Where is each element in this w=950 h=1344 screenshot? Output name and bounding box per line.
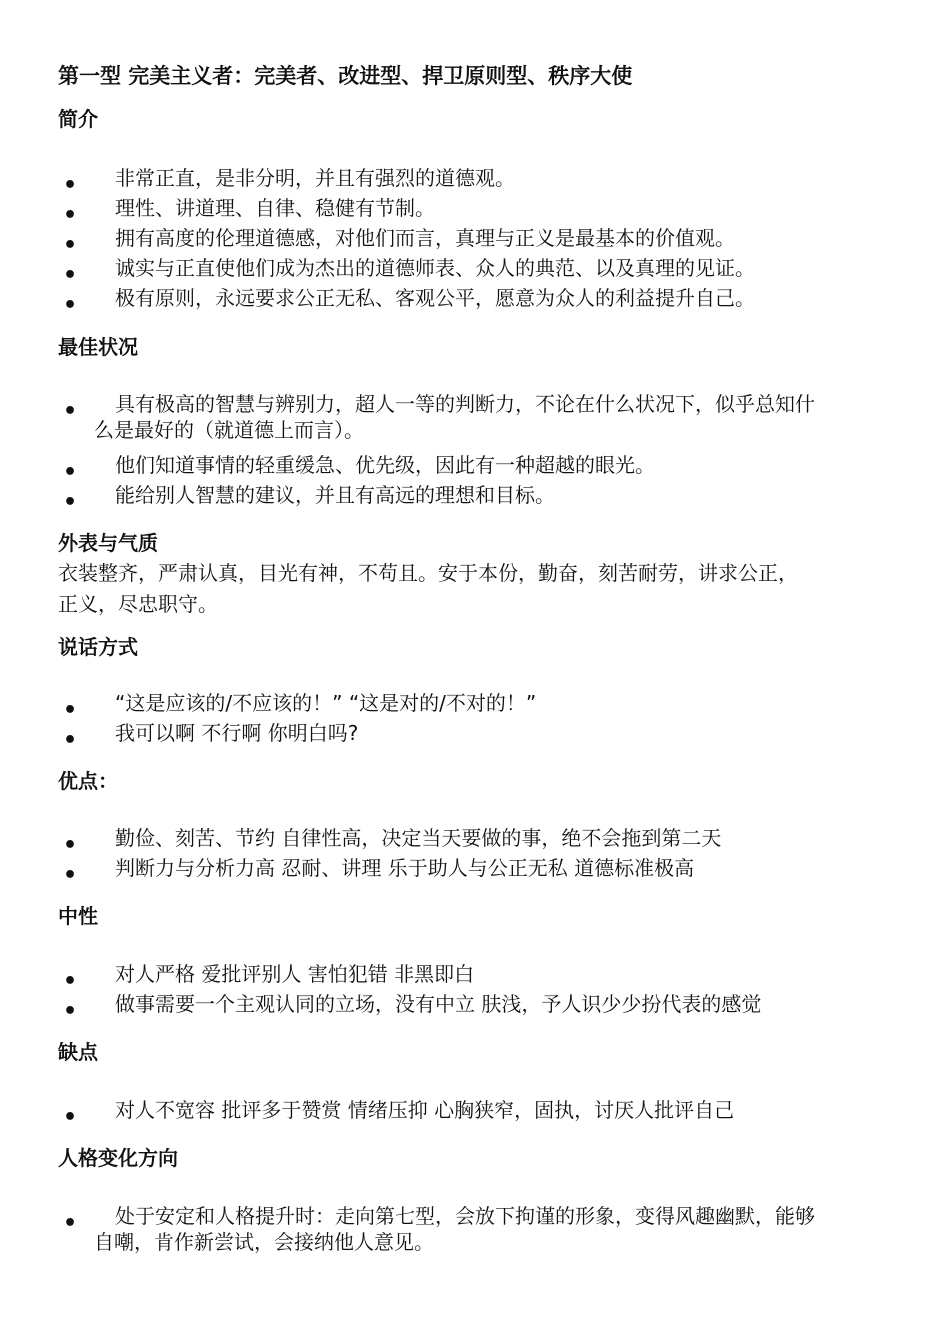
list-item-text: 理性、讲道理、自律、稳健有节制。 <box>115 196 435 220</box>
section-heading-appearance: 外表与气质 <box>58 531 158 555</box>
section-heading-weakness: 缺点 <box>58 1040 98 1064</box>
list-item-text-continued: 么是最好的（就道德上而言）。 <box>94 418 364 442</box>
section-heading-strengths: 优点： <box>58 769 118 793</box>
bullet: • <box>63 833 78 858</box>
bullet: • <box>63 399 78 424</box>
list-item-text: 极有原则，永远要求公正无私、客观公平，愿意为众人的利益提升自己。 <box>115 286 755 310</box>
section-heading-best: 最佳状况 <box>58 335 138 359</box>
appearance-paragraph-line: 正义，尽忠职守。 <box>58 592 218 616</box>
list-item-text: 我可以啊 不行啊 你明白吗? <box>115 721 359 745</box>
section-heading-change: 人格变化方向 <box>58 1146 178 1170</box>
list-item-text: 对人严格 爱批评别人 害怕犯错 非黑即白 <box>115 962 475 986</box>
list-item-text: 具有极高的智慧与辨别力，超人一等的判断力，不论在什么状况下，似乎总知什 <box>115 392 815 416</box>
bullet: • <box>63 203 78 228</box>
list-item-text: 勤俭、刻苦、节约 自律性高，决定当天要做的事，绝不会拖到第二天 <box>115 826 722 850</box>
list-item-text: 非常正直，是非分明，并且有强烈的道德观。 <box>115 166 515 190</box>
appearance-paragraph-line: 衣装整齐，严肃认真，目光有神，不苟且。安于本份，勤奋，刻苦耐劳，讲求公正， <box>58 561 798 585</box>
bullet: • <box>63 490 78 515</box>
list-item-text: 对人不宽容 批评多于赞赏 情绪压抑 心胸狭窄，固执，讨厌人批评自己 <box>115 1098 735 1122</box>
bullet: • <box>63 293 78 318</box>
section-heading-speech: 说话方式 <box>58 635 138 659</box>
list-item-text: 他们知道事情的轻重缓急、优先级，因此有一种超越的眼光。 <box>115 453 655 477</box>
list-item-text: 拥有高度的伦理道德感，对他们而言，真理与正义是最基本的价值观。 <box>115 226 735 250</box>
bullet: • <box>63 728 78 753</box>
bullet: • <box>63 999 78 1024</box>
bullet: • <box>63 1105 78 1130</box>
bullet: • <box>63 173 78 198</box>
section-heading-neutral: 中性 <box>58 904 98 928</box>
bullet: • <box>63 698 78 723</box>
bullet: • <box>63 863 78 888</box>
list-item-text: “这是应该的/不应该的！” “这是对的/不对的！” <box>115 691 537 715</box>
document-title: 第一型 完美主义者：完美者、改进型、捍卫原则型、秩序大使 <box>58 64 633 88</box>
bullet: • <box>63 1211 78 1236</box>
list-item-text: 判断力与分析力高 忍耐、讲理 乐于助人与公正无私 道德标准极高 <box>115 856 695 880</box>
bullet: • <box>63 233 78 258</box>
bullet: • <box>63 969 78 994</box>
section-heading-intro: 简介 <box>58 107 98 131</box>
list-item-text: 处于安定和人格提升时：走向第七型，会放下拘谨的形象，变得风趣幽默，能够 <box>115 1204 815 1228</box>
list-item-text-continued: 自嘲，肯作新尝试，会接纳他人意见。 <box>94 1230 434 1254</box>
list-item-text: 诚实与正直使他们成为杰出的道德师表、众人的典范、以及真理的见证。 <box>115 256 755 280</box>
bullet: • <box>63 460 78 485</box>
list-item-text: 能给别人智慧的建议，并且有高远的理想和目标。 <box>115 483 555 507</box>
list-item-text: 做事需要一个主观认同的立场，没有中立 肤浅，予人识少少扮代表的感觉 <box>115 992 762 1016</box>
bullet: • <box>63 263 78 288</box>
